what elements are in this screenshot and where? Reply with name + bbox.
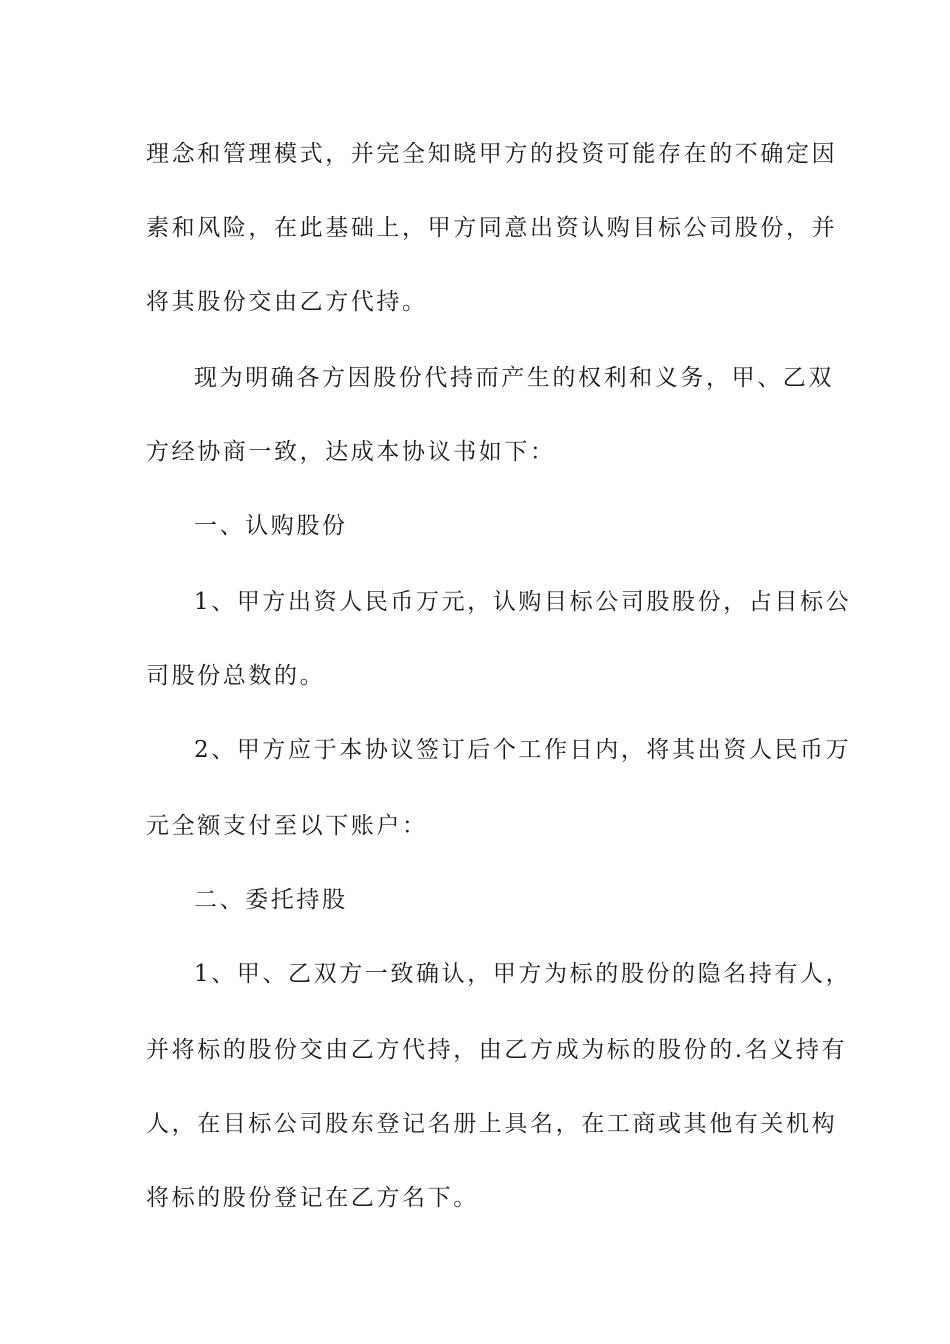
clause-2-1-line-2: 并将标的股份交由乙方代持，由乙方成为标的股份的.名义持有 [146,1037,848,1063]
clause-1-1-line-1: 1、甲方出资人民币万元，认购目标公司股股份，占目标公 [194,589,852,615]
clause-2-1-line-3: 人，在目标公司股东登记名册上具名，在工商或其他有关机构 [146,1111,838,1137]
clause-1-2-line-2: 元全额支付至以下账户： [146,813,428,839]
paragraph-line-2: 素和风险，在此基础上，甲方同意出资认购目标公司股份，并 [146,215,838,241]
clause-2-1-line-1: 1、甲、乙双方一致确认，甲方为标的股份的隐名持有人， [194,961,852,987]
section-heading-1: 一、认购股份 [194,513,348,539]
clause-1-2-line-1: 2、甲方应于本协议签订后个工作日内，将其出资人民币万 [194,737,852,763]
paragraph-line-4: 现为明确各方因股份代持而产生的权利和义务，甲、乙双 [194,365,834,391]
paragraph-line-1: 理念和管理模式，并完全知晓甲方的投资可能存在的不确定因 [146,141,838,167]
section-heading-2: 二、委托持股 [194,887,348,913]
clause-1-1-line-2: 司股份总数的。 [146,663,326,689]
paragraph-line-3: 将其股份交由乙方代持。 [146,289,428,315]
clause-2-1-line-4: 将标的股份登记在乙方名下。 [146,1185,479,1211]
paragraph-line-5: 方经协商一致，达成本协议书如下： [146,439,556,465]
